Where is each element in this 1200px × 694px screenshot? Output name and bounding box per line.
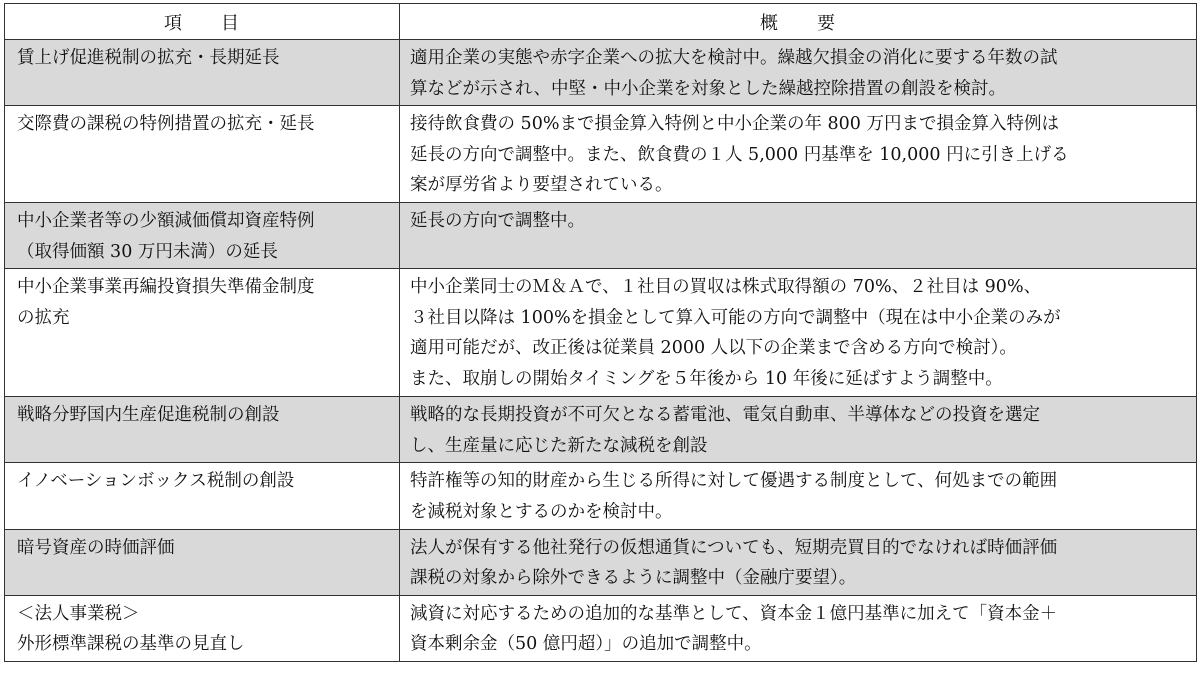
item-line: 中小企業者等の少額減価償却資産特例 (17, 210, 315, 231)
row-item-cell (5, 397, 400, 463)
row-summary-cell (400, 397, 1197, 463)
summary-line: また、取崩しの開始タイミングを５年後から 10 年後に延ばすよう調整中。 (410, 368, 1003, 389)
summary-line: 法人が保有する他社発行の仮想通貨についても、短期売買目的でなければ時価評価 (410, 537, 1058, 558)
summary-line: し、生産量に応じた新たな減税を創設 (410, 435, 708, 456)
summary-line: 延長の方向で調整中。また、飲食費の１人 5,000 円基準を 10,000 円に引き上げる (410, 144, 1069, 165)
row-item-cell (5, 202, 400, 268)
row-summary-cell (400, 595, 1197, 661)
row-item-cell (5, 269, 400, 397)
summary-line: 資本剰余金（50 億円超）」の追加で調整中。 (410, 634, 762, 655)
table-row (5, 397, 1197, 463)
summary-line: ３社目以降は 100%を損金として算入可能の方向で調整中（現在は中小企業のみが (410, 307, 1061, 328)
summary-line: 適用企業の実態や赤字企業への拡大を検討中。繰越欠損金の消化に要する年数の試 (410, 48, 1058, 68)
item-line: の拡充 (17, 307, 70, 328)
item-line: 交際費の課税の特例措置の拡充・延長 (17, 114, 315, 135)
tax-reform-table-container (4, 3, 1196, 662)
tax-reform-table (4, 3, 1197, 662)
summary-line: 戦略的な長期投資が不可欠となる蓄電池、電気自動車、半導体などの投資を選定 (410, 405, 1040, 426)
item-line: 戦略分野国内生産促進税制の創設 (17, 405, 280, 426)
row-item-cell (5, 529, 400, 595)
row-item-cell (5, 40, 400, 106)
table-row (5, 529, 1197, 595)
table-header-row (5, 4, 1197, 40)
row-summary-cell (400, 106, 1197, 203)
table-row (5, 106, 1197, 203)
table-row (5, 463, 1197, 529)
item-line: 中小企業事業再編投資損失準備金制度 (17, 277, 315, 298)
row-item-cell (5, 595, 400, 661)
table-row (5, 40, 1197, 106)
row-summary-cell (400, 40, 1197, 106)
summary-line: を減税対象とするのかを検討中。 (410, 501, 673, 522)
summary-line: 算などが示され、中堅・中小企業を対象とした繰越控除措置の創設を検討。 (410, 78, 1007, 99)
summary-line: 案が厚労省より要望されている。 (410, 175, 673, 196)
row-summary-cell (400, 269, 1197, 397)
summary-line: 延長の方向で調整中。 (410, 210, 585, 231)
summary-line: 適用可能だが、改正後は従業員 2000 人以下の企業まで含める方向で検討）。 (410, 338, 1017, 359)
row-summary-cell (400, 529, 1197, 595)
item-line: 外形標準課税の基準の見直し (17, 634, 245, 655)
summary-line: 減資に対応するための追加的な基準として、資本金１億円基準に加えて「資本金＋ (410, 603, 1058, 624)
summary-line: 課税の対象から除外できるように調整中（金融庁要望）。 (410, 568, 857, 589)
summary-line: 接待飲食費の 50%まで損金算入特例と中小企業の年 800 万円まで損金算入特例は (410, 114, 1059, 135)
table-row (5, 202, 1197, 268)
item-line: （取得価額 30 万円未満）の延長 (17, 241, 278, 262)
summary-line: 中小企業同士のＭ＆Ａで、１社目の買収は株式取得額の 70%、２社目は 90%、 (410, 277, 1042, 298)
table-row (5, 269, 1197, 397)
row-item-cell (5, 463, 400, 529)
summary-line: 特許権等の知的財産から生じる所得に対して優遇する制度として、何処までの範囲 (410, 471, 1058, 492)
header-summary: 概 要 (400, 4, 1197, 40)
row-summary-cell (400, 202, 1197, 268)
header-item: 項 目 (5, 4, 400, 40)
item-line: 暗号資産の時価評価 (17, 537, 175, 558)
row-item-cell (5, 106, 400, 203)
row-summary-cell (400, 463, 1197, 529)
item-line: ＜法人事業税＞ (17, 603, 140, 624)
item-line: 賃上げ促進税制の拡充・長期延長 (17, 48, 280, 68)
item-line: イノベーションボックス税制の創設 (17, 471, 295, 492)
table-row (5, 595, 1197, 661)
